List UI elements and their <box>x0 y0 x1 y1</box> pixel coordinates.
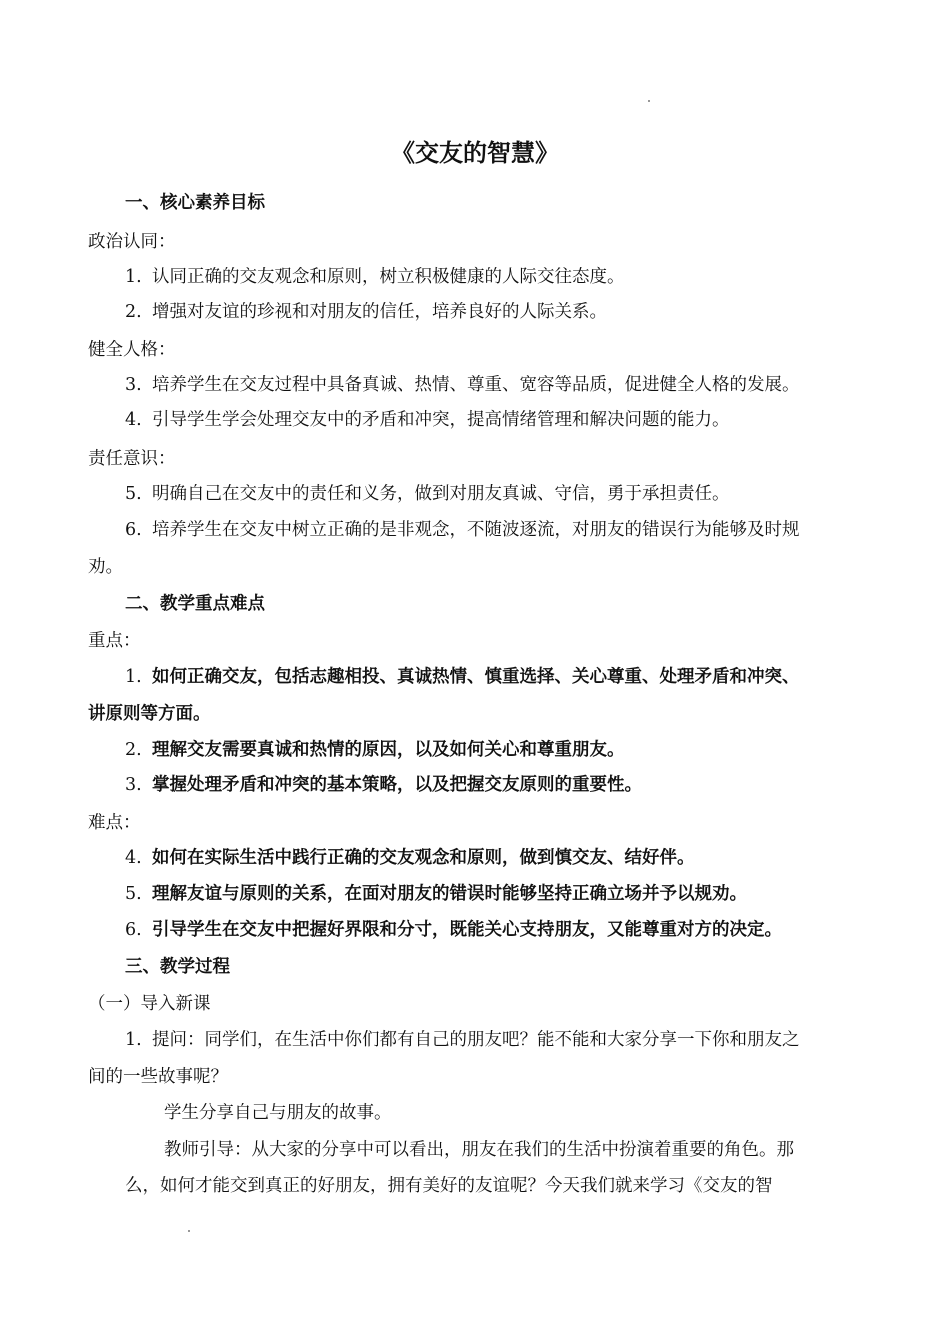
item-number: 5. <box>125 484 142 504</box>
list-item <box>125 518 800 542</box>
item-number: 4. <box>125 848 142 868</box>
list-item <box>125 1028 800 1052</box>
item-text: 掌握处理矛盾和冲突的基本策略，以及把握交友原则的重要性。 <box>152 775 642 795</box>
item-text: 引导学生学会处理交友中的矛盾和冲突，提高情绪管理和解决问题的能力。 <box>152 410 730 430</box>
list-item <box>125 738 625 762</box>
list-item <box>125 846 695 870</box>
list-item <box>125 300 607 324</box>
item-number: 2. <box>125 302 142 322</box>
item-number: 6. <box>125 520 142 540</box>
category-label: 难点： <box>88 813 141 833</box>
list-item <box>125 918 782 942</box>
category-label: 政治认同： <box>88 232 176 252</box>
item-number: 5. <box>125 884 142 904</box>
paragraph-continuation: 么，如何才能交到真正的好朋友，拥有美好的友谊呢？今天我们就来学习《交友的智 <box>125 1176 773 1196</box>
item-text: 引导学生在交友中把握好界限和分寸，既能关心支持朋友，又能尊重对方的决定。 <box>152 920 782 940</box>
item-text: 认同正确的交友观念和原则，树立积极健康的人际交往态度。 <box>152 267 625 287</box>
item-text: 提问：同学们，在生活中你们都有自己的朋友吧？能不能和大家分享一下你和朋友之 <box>152 1030 800 1050</box>
paragraph: 学生分享自己与朋友的故事。 <box>164 1103 392 1123</box>
category-label: 健全人格： <box>88 340 176 360</box>
item-text: 培养学生在交友中树立正确的是非观念，不随波逐流，对朋友的错误行为能够及时规 <box>152 520 800 540</box>
item-text: 理解交友需要真诚和热情的原因，以及如何关心和尊重朋友。 <box>152 740 625 760</box>
scan-dot <box>648 100 650 102</box>
scan-dot <box>188 1230 190 1232</box>
item-text: 如何正确交友，包括志趣相投、真诚热情、慎重选择、关心尊重、处理矛盾和冲突、 <box>152 667 800 687</box>
item-continuation: 讲原则等方面。 <box>88 704 211 724</box>
item-number: 6. <box>125 920 142 940</box>
document-title: 《交友的智慧》 <box>391 139 559 167</box>
item-text: 理解友谊与原则的关系，在面对朋友的错误时能够坚持正确立场并予以规劝。 <box>152 884 747 904</box>
paragraph: 教师引导：从大家的分享中可以看出，朋友在我们的生活中扮演着重要的角色。那 <box>164 1140 794 1160</box>
section-heading-2: 二、教学重点难点 <box>125 594 265 614</box>
item-number: 3. <box>125 775 142 795</box>
item-number: 1. <box>125 667 142 687</box>
section-heading-1: 一、核心素养目标 <box>125 193 265 213</box>
list-item <box>125 265 625 289</box>
section-heading-3: 三、教学过程 <box>125 957 230 977</box>
list-item <box>125 373 800 397</box>
item-number: 3. <box>125 375 142 395</box>
list-item <box>125 482 730 506</box>
list-item <box>125 882 747 906</box>
item-text: 如何在实际生活中践行正确的交友观念和原则，做到慎交友、结好伴。 <box>152 848 695 868</box>
list-item <box>125 773 642 797</box>
item-text: 明确自己在交友中的责任和义务，做到对朋友真诚、守信，勇于承担责任。 <box>152 484 730 504</box>
item-number: 4. <box>125 410 142 430</box>
item-continuation: 间的一些故事呢？ <box>88 1067 228 1087</box>
item-text: 培养学生在交友过程中具备真诚、热情、尊重、宽容等品质，促进健全人格的发展。 <box>152 375 800 395</box>
category-label: 责任意识： <box>88 449 176 469</box>
item-continuation: 劝。 <box>88 557 123 577</box>
category-label: 重点： <box>88 631 141 651</box>
list-item <box>125 408 730 432</box>
item-number: 1. <box>125 1030 142 1050</box>
subsection-label: （一）导入新课 <box>88 994 211 1014</box>
item-number: 1. <box>125 267 142 287</box>
item-text: 增强对友谊的珍视和对朋友的信任，培养良好的人际关系。 <box>152 302 607 322</box>
item-number: 2. <box>125 740 142 760</box>
list-item <box>125 665 800 689</box>
